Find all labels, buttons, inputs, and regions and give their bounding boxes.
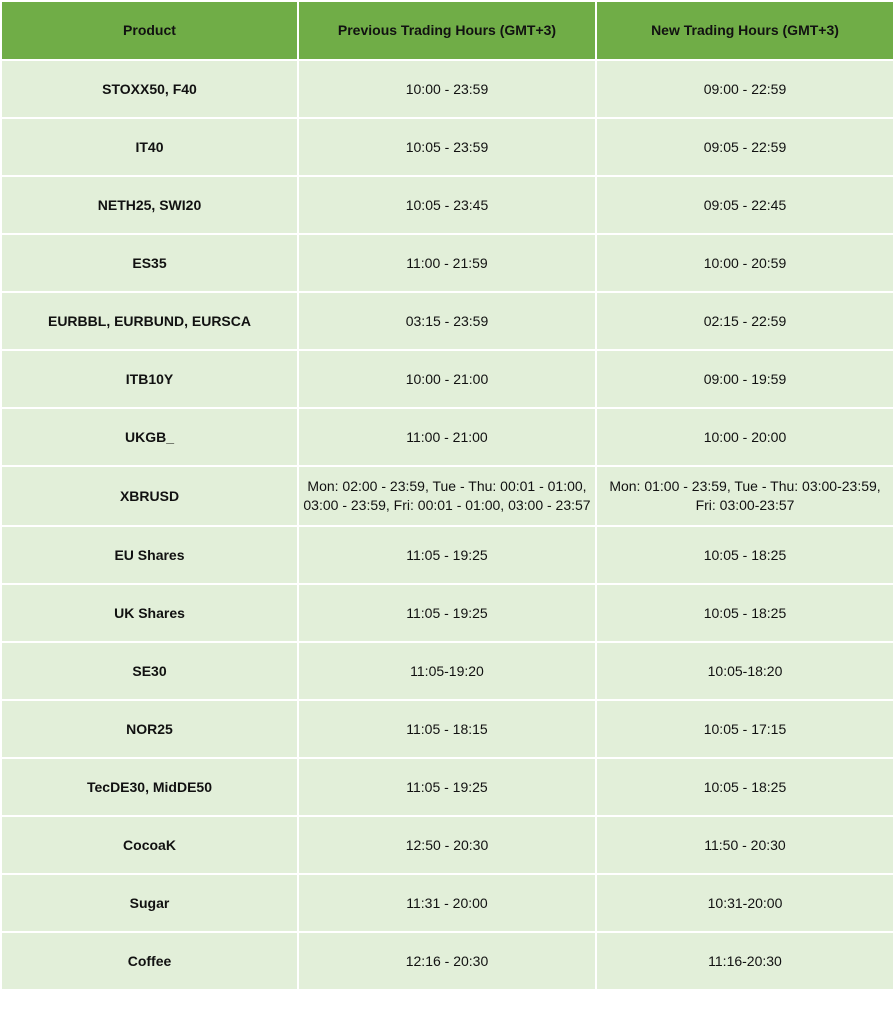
previous-hours-cell: 11:05 - 19:25	[298, 584, 596, 642]
new-hours-cell: 10:00 - 20:00	[596, 408, 894, 466]
product-cell: UK Shares	[1, 584, 298, 642]
previous-hours-cell: 11:05 - 18:15	[298, 700, 596, 758]
previous-hours-cell: 11:00 - 21:59	[298, 234, 596, 292]
previous-hours-cell: 10:05 - 23:59	[298, 118, 596, 176]
new-hours-cell: 02:15 - 22:59	[596, 292, 894, 350]
table-row	[1, 700, 894, 758]
previous-hours-cell: 11:31 - 20:00	[298, 874, 596, 932]
product-cell: EU Shares	[1, 526, 298, 584]
table-row	[1, 234, 894, 292]
product-cell: SE30	[1, 642, 298, 700]
new-hours-cell: 09:05 - 22:45	[596, 176, 894, 234]
table-row	[1, 292, 894, 350]
table-row	[1, 816, 894, 874]
product-cell: UKGB_	[1, 408, 298, 466]
header-new-hours: New Trading Hours (GMT+3)	[596, 1, 894, 60]
table-row	[1, 584, 894, 642]
previous-hours-cell: 11:00 - 21:00	[298, 408, 596, 466]
header-previous-hours: Previous Trading Hours (GMT+3)	[298, 1, 596, 60]
new-hours-cell: 09:05 - 22:59	[596, 118, 894, 176]
table-row	[1, 60, 894, 118]
previous-hours-cell: 03:15 - 23:59	[298, 292, 596, 350]
previous-hours-cell: 11:05 - 19:25	[298, 526, 596, 584]
new-hours-cell: 09:00 - 19:59	[596, 350, 894, 408]
new-hours-cell: 10:31-20:00	[596, 874, 894, 932]
previous-hours-cell: 10:05 - 23:45	[298, 176, 596, 234]
product-cell: ES35	[1, 234, 298, 292]
table-row	[1, 466, 894, 526]
previous-hours-cell: 10:00 - 21:00	[298, 350, 596, 408]
product-cell: IT40	[1, 118, 298, 176]
table-row	[1, 408, 894, 466]
new-hours-cell: 10:05 - 17:15	[596, 700, 894, 758]
new-hours-cell: 10:05 - 18:25	[596, 584, 894, 642]
table-row	[1, 526, 894, 584]
table-row	[1, 758, 894, 816]
header-product: Product	[1, 1, 298, 60]
table-row	[1, 350, 894, 408]
product-cell: Sugar	[1, 874, 298, 932]
table-row	[1, 642, 894, 700]
product-cell: STOXX50, F40	[1, 60, 298, 118]
new-hours-cell: 09:00 - 22:59	[596, 60, 894, 118]
table-row	[1, 118, 894, 176]
new-hours-cell: 10:05-18:20	[596, 642, 894, 700]
product-cell: XBRUSD	[1, 466, 298, 526]
previous-hours-cell: 11:05-19:20	[298, 642, 596, 700]
product-cell: NETH25, SWI20	[1, 176, 298, 234]
product-cell: EURBBL, EURBUND, EURSCA	[1, 292, 298, 350]
table-body	[1, 60, 894, 990]
previous-hours-cell: 10:00 - 23:59	[298, 60, 596, 118]
previous-hours-cell: 12:16 - 20:30	[298, 932, 596, 990]
previous-hours-cell: 12:50 - 20:30	[298, 816, 596, 874]
new-hours-cell: 10:00 - 20:59	[596, 234, 894, 292]
new-hours-cell: 10:05 - 18:25	[596, 526, 894, 584]
table-row	[1, 932, 894, 990]
header-row	[1, 1, 894, 60]
table-row	[1, 874, 894, 932]
table-header	[1, 1, 894, 60]
new-hours-cell: 11:50 - 20:30	[596, 816, 894, 874]
new-hours-cell: 11:16-20:30	[596, 932, 894, 990]
new-hours-cell: 10:05 - 18:25	[596, 758, 894, 816]
product-cell: Coffee	[1, 932, 298, 990]
table-row	[1, 176, 894, 234]
product-cell: TecDE30, MidDE50	[1, 758, 298, 816]
previous-hours-cell: 11:05 - 19:25	[298, 758, 596, 816]
product-cell: NOR25	[1, 700, 298, 758]
product-cell: ITB10Y	[1, 350, 298, 408]
product-cell: CocoaK	[1, 816, 298, 874]
previous-hours-cell: Mon: 02:00 - 23:59, Tue - Thu: 00:01 - 01:00, 03:00 - 23:59, Fri: 00:01 - 01:00, 03:00 - 23:57	[298, 466, 596, 526]
new-hours-cell: Mon: 01:00 - 23:59, Tue - Thu: 03:00-23:59, Fri: 03:00-23:57	[596, 466, 894, 526]
